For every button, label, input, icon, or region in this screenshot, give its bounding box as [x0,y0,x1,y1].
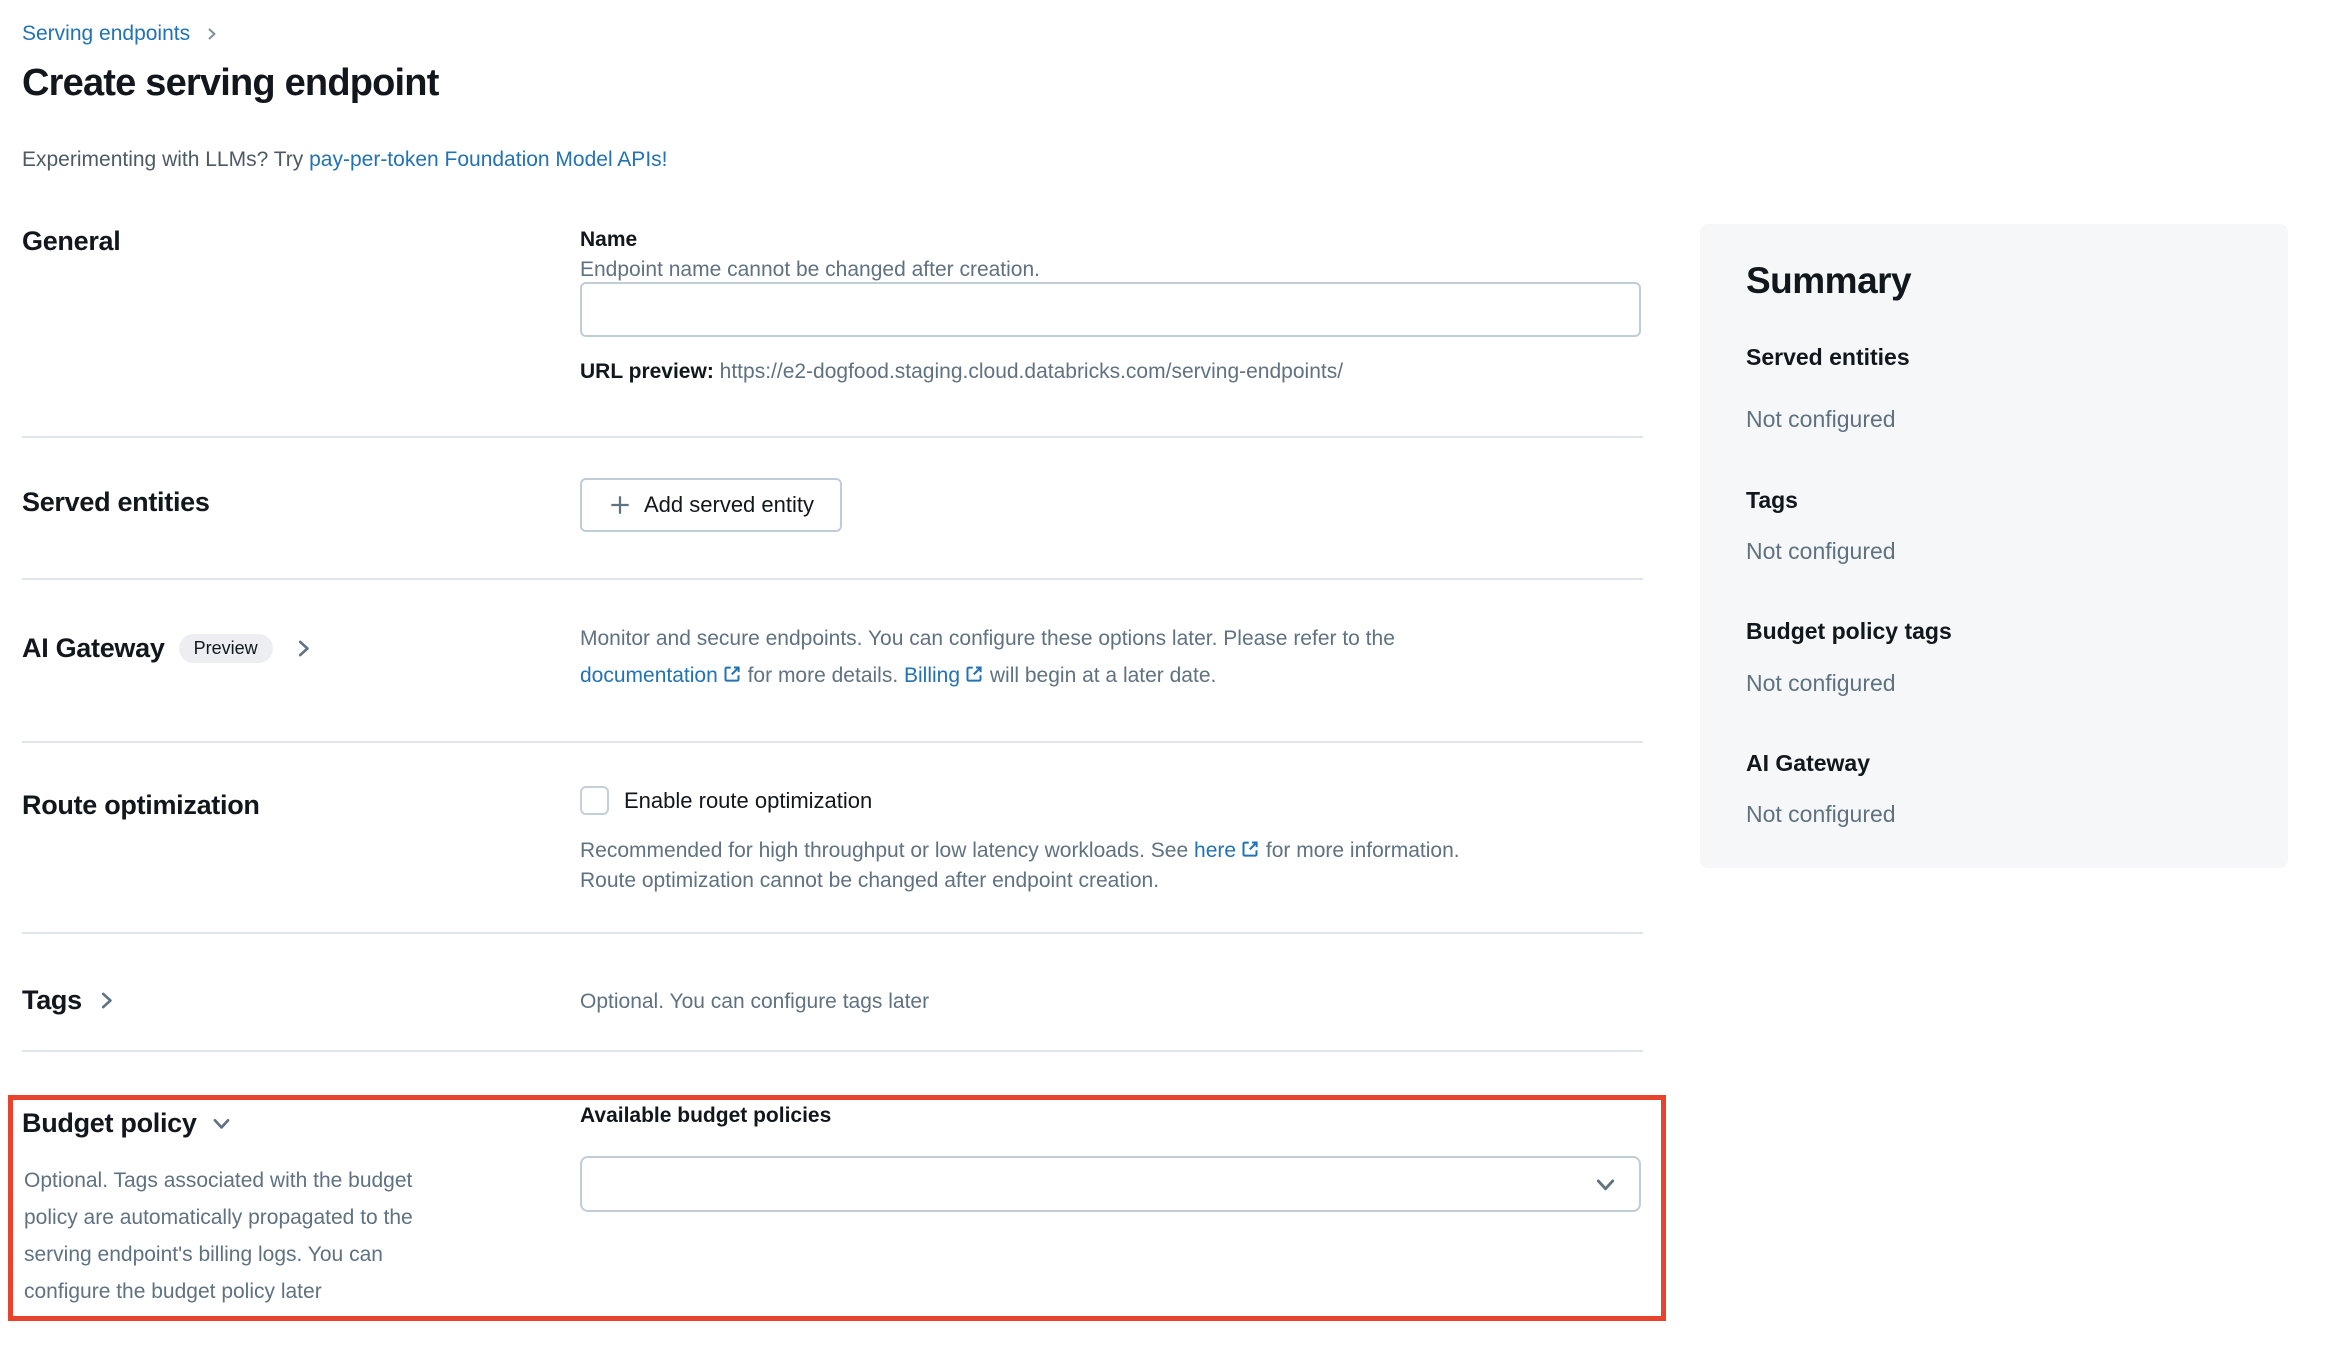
ai-gateway-heading-label: AI Gateway [22,633,165,663]
summary-tags-value: Not configured [1746,538,1896,564]
section-divider [22,741,1643,743]
route-optimization-section-heading: Route optimization [22,790,260,820]
served-entities-section-heading: Served entities [22,487,210,517]
route-optimization-hint [580,836,1670,896]
summary-budget-policy-tags-value: Not configured [1746,670,1896,696]
endpoint-name-input[interactable] [580,282,1641,337]
here-link[interactable] [1194,839,1260,862]
summary-ai-gateway-value: Not configured [1746,801,1896,827]
budget-policy-description [24,1162,544,1310]
here-link-label: here [1194,839,1237,862]
chevron-down-icon[interactable] [211,1113,232,1134]
budget-policy-desc-line: serving endpoint's billing logs. You can [24,1243,383,1266]
documentation-link-label: documentation [580,664,718,687]
external-link-icon [1240,839,1260,859]
breadcrumb [22,22,220,46]
summary-budget-policy-tags-label: Budget policy tags [1746,618,1952,644]
tags-heading-label: Tags [22,985,82,1015]
plus-icon [608,493,632,517]
route-hint-tail: for more information. [1260,839,1460,862]
ai-gateway-description-line2 [580,657,1670,694]
summary-tags-label: Tags [1746,487,1798,513]
url-preview [580,360,1343,384]
chevron-right-icon [204,26,220,42]
general-section-heading: General [22,226,121,256]
route-optimization-hint-line1 [580,836,1670,866]
ai-gateway-description-tail: will begin at a later date. [984,664,1217,687]
url-preview-label: URL preview: [580,360,714,383]
tags-section-heading [22,985,117,1016]
budget-policy-desc-line: policy are automatically propagated to the [24,1206,413,1229]
enable-route-optimization-checkbox[interactable] [580,786,609,815]
ai-gateway-description-line1: Monitor and secure endpoints. You can configure these options later. Please refer to the [580,627,1395,650]
foundation-model-apis-link[interactable]: pay-per-token Foundation Model APIs! [309,148,668,171]
budget-policy-desc-line: Optional. Tags associated with the budget [24,1169,413,1192]
chevron-down-icon [1594,1173,1617,1196]
summary-panel [1700,224,2288,868]
summary-ai-gateway-label: AI Gateway [1746,750,1870,776]
billing-link-label: Billing [904,664,961,687]
route-optimization-hint-line2: Route optimization cannot be changed after endpoint creation. [580,869,1160,892]
url-preview-value: https://e2-dogfood.staging.cloud.databricks.com/serving-endpoints/ [719,360,1344,383]
name-field-hint: Endpoint name cannot be changed after creation. [580,258,1040,281]
budget-policy-desc-line: configure the budget policy later [24,1280,322,1303]
name-field-label: Name [580,228,638,251]
documentation-link[interactable] [580,664,742,687]
add-served-entity-button[interactable] [580,478,842,532]
budget-policy-select[interactable] [580,1156,1641,1212]
section-divider [22,1050,1643,1052]
ai-gateway-description-mid: for more details. [741,664,904,687]
section-divider [22,578,1643,580]
summary-served-entities-value: Not configured [1746,406,1896,432]
budget-policy-heading-label: Budget policy [22,1108,197,1138]
enable-route-optimization-label[interactable]: Enable route optimization [624,788,873,813]
add-served-entity-label: Add served entity [644,492,814,517]
banner-text: Experimenting with LLMs? Try [22,148,310,171]
budget-policy-section-heading [22,1108,232,1139]
section-divider [22,436,1643,438]
external-link-icon [722,664,742,684]
chevron-right-icon[interactable] [293,638,314,659]
external-link-icon [964,664,984,684]
available-budget-policies-label: Available budget policies [580,1104,832,1127]
preview-badge: Preview [179,634,273,663]
ai-gateway-description [580,620,1670,694]
summary-title: Summary [1746,260,1912,301]
llm-banner [22,148,667,172]
breadcrumb-link-serving-endpoints[interactable]: Serving endpoints [22,22,191,45]
tags-hint: Optional. You can configure tags later [580,990,930,1013]
page-title: Create serving endpoint [22,62,439,104]
ai-gateway-section-heading [22,633,314,664]
route-hint-pre: Recommended for high throughput or low latency workloads. See [580,839,1195,862]
section-divider [22,932,1643,934]
billing-link[interactable] [904,664,984,687]
summary-served-entities-label: Served entities [1746,344,1910,370]
chevron-right-icon[interactable] [96,990,117,1011]
